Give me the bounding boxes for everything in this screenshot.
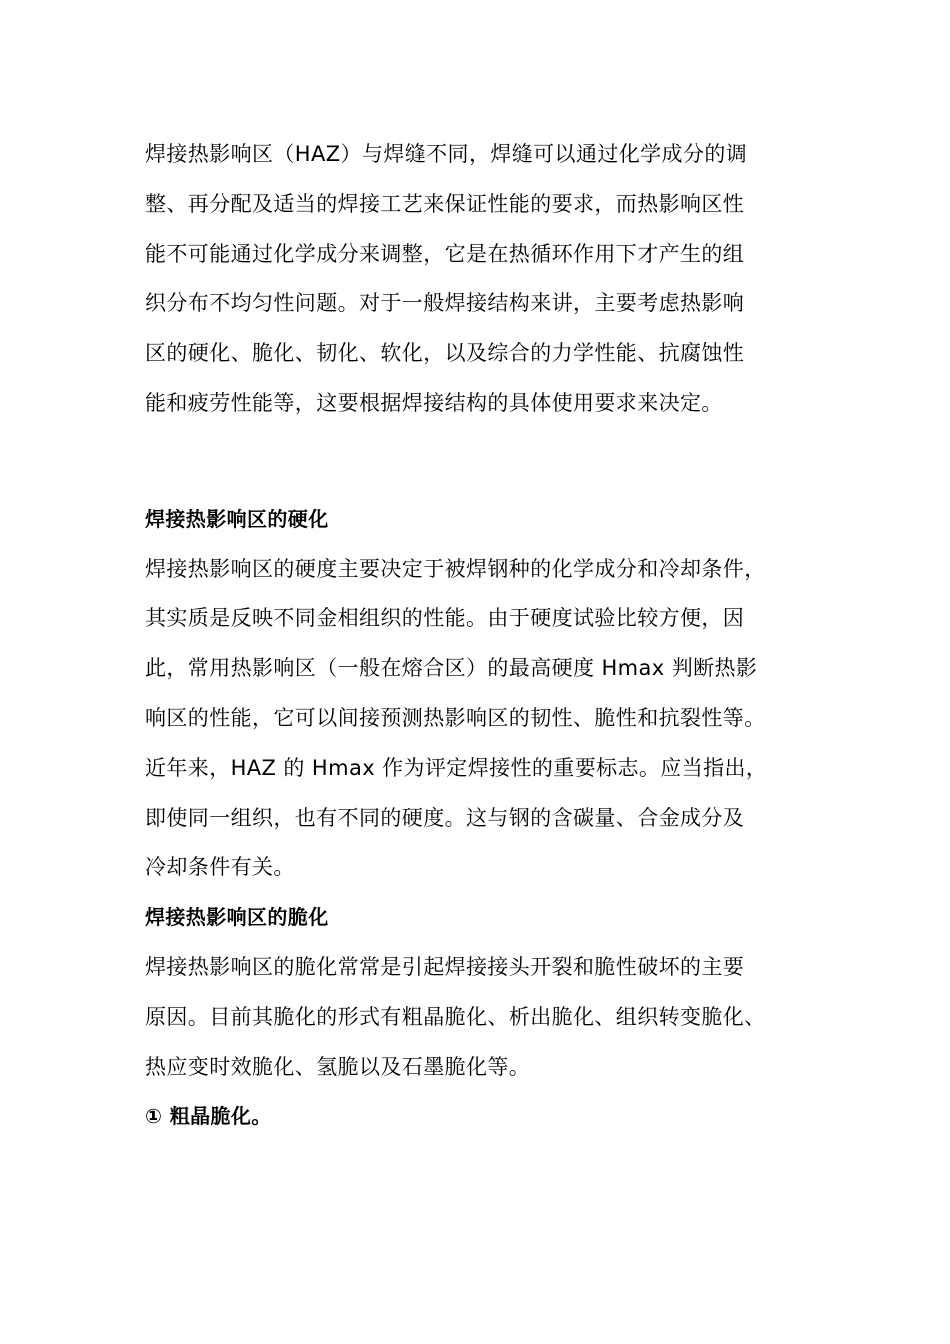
intro-line: 能和疲劳性能等，这要根据焊接结构的具体使用要求来决定。 — [145, 390, 723, 415]
embrittlement-line: 热应变时效脆化、氢脆以及石墨脆化等。 — [145, 1054, 531, 1079]
intro-line: 能不可能通过化学成分来调整，它是在热循环作用下才产生的组 — [145, 241, 745, 266]
document-body — [145, 130, 810, 1142]
hardening-heading: 焊接热影响区的硬化 — [145, 506, 329, 531]
intro-line: 焊接热影响区（HAZ）与焊缝不同，焊缝可以通过化学成分的调 — [145, 142, 748, 166]
intro-line: 整、再分配及适当的焊接工艺来保证性能的要求，而热影响区性 — [145, 191, 745, 216]
hardening-line: 近年来，HAZ 的 Hmax 作为评定焊接性的重要标志。应当指出， — [145, 755, 768, 780]
hardening-line: 冷却条件有关。 — [145, 855, 295, 880]
hardening-section — [145, 495, 810, 893]
embrittlement-line: 焊接热影响区的脆化常常是引起焊接接头开裂和脆性破坏的主要 — [145, 954, 745, 979]
coarse-grain-subheading: ① 粗晶脆化。 — [145, 1104, 272, 1129]
hardening-line: 即使同一组织，也有不同的硬度。这与钢的含碳量、合金成分及 — [145, 805, 745, 830]
hardening-line: 响区的性能，它可以间接预测热影响区的韧性、脆性和抗裂性等。 — [145, 705, 766, 730]
intro-line: 区的硬化、脆化、韧化、软化，以及综合的力学性能、抗腐蚀性 — [145, 341, 745, 366]
embrittlement-heading: 焊接热影响区的脆化 — [145, 905, 329, 930]
hardening-line: 焊接热影响区的硬度主要决定于被焊钢种的化学成分和冷却条件， — [145, 556, 766, 581]
embrittlement-section — [145, 893, 810, 1142]
intro-paragraph — [145, 130, 810, 429]
hardening-line: 此，常用热影响区（一般在熔合区）的最高硬度 Hmax 判断热影 — [145, 656, 758, 681]
embrittlement-line: 原因。目前其脆化的形式有粗晶脆化、析出脆化、组织转变脆化、 — [145, 1004, 766, 1029]
hardening-line: 其实质是反映不同金相组织的性能。由于硬度试验比较方便，因 — [145, 606, 745, 631]
section-spacer — [145, 429, 810, 495]
intro-line: 织分布不均匀性问题。对于一般焊接结构来讲，主要考虑热影响 — [145, 291, 745, 316]
